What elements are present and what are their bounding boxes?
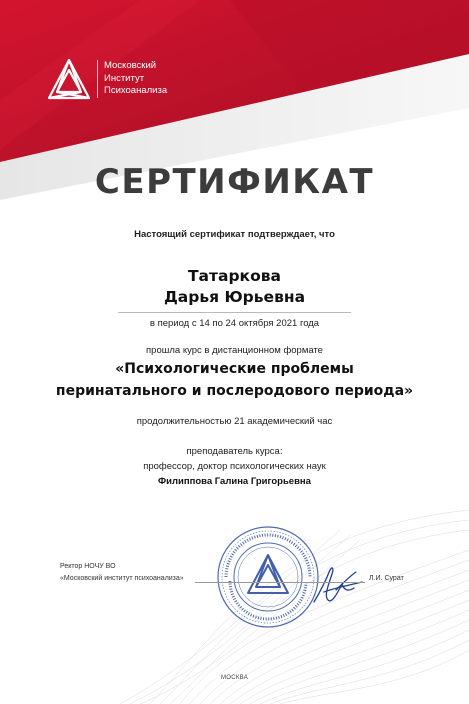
rector-organization: «Московский институт психоанализа» — [60, 575, 184, 582]
institute-name-line-3: Психоанализа — [104, 85, 168, 96]
institute-name-line-2: Институт — [104, 72, 145, 84]
course-period: в период с 14 по 24 октября 2021 года — [149, 318, 320, 329]
confirm-text: Настоящий сертификат подтверждает, что — [134, 229, 335, 240]
logo-divider — [97, 60, 98, 98]
teacher-name: Филиппова Галина Григорьевна — [158, 476, 311, 487]
rector-label: Ректор НОЧУ ВО — [60, 563, 116, 570]
recipient-given-names: Дарья Юрьевна — [163, 288, 306, 306]
teacher-title: профессор, доктор психологических наук — [143, 461, 326, 472]
rector-name: Л.И. Сурат — [369, 575, 404, 582]
signature-line — [195, 582, 365, 583]
official-stamp-icon — [216, 525, 320, 629]
course-format: прошла курс в дистанционном формате — [146, 345, 323, 356]
city-label: МОСКВА — [220, 675, 249, 681]
name-underline — [118, 312, 351, 313]
rector-signature-icon — [306, 562, 368, 608]
course-title-line-2: перинатального и послеродового периода» — [55, 383, 414, 399]
institute-logo-icon — [47, 58, 91, 100]
recipient-surname: Татаркова — [187, 267, 281, 285]
course-duration: продолжительностью 21 академический час — [136, 416, 333, 427]
course-title-line-1: «Психологические проблемы — [115, 361, 354, 377]
certificate-title: СЕРТИФИКАТ — [94, 162, 375, 202]
teacher-label: преподаватель курса: — [186, 446, 283, 457]
institute-name — [104, 60, 167, 98]
institute-name-line-1: Московский — [104, 60, 157, 71]
